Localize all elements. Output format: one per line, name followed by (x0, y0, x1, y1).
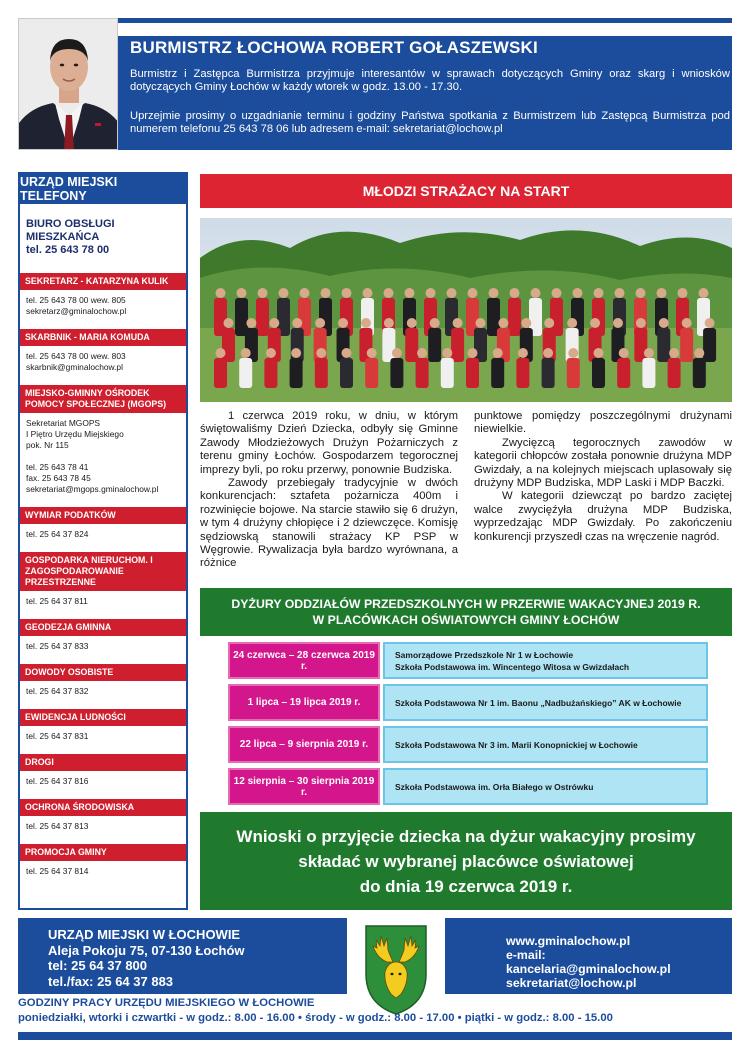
photo-person-head (316, 348, 326, 358)
email-label: e-mail: (506, 948, 546, 962)
schedule-row (228, 726, 708, 763)
sidebar-section-text: tel. 25 64 37 833 (26, 641, 89, 651)
photo-person-head (246, 318, 256, 328)
photo-person (693, 358, 706, 388)
duty-heading-line-2: W PLACÓWKACH OŚWIATOWYCH GMINY ŁOCHÓW (312, 613, 620, 627)
sidebar-section-label: PROMOCJA GMINY (20, 844, 186, 861)
photo-person (516, 358, 529, 388)
contact-block (506, 934, 671, 990)
photo-person-head (384, 318, 394, 328)
sidebar-section-text: Sekretariat MGOPS I Piętro Urzędu Miejskiego pok. Nr 115 tel. 25 643 78 41 fax. 25 643 78 45 sekretariat@mgops.gminalochow.pl (26, 418, 159, 494)
photo-person-head (447, 288, 457, 298)
email-link-sekretariat[interactable]: sekretariat@lochow.pl (506, 976, 637, 990)
sidebar-section-text: tel. 25 64 37 832 (26, 686, 89, 696)
hours-text: poniedziałki, wtorki i czwartki - w godz.: 8.00 - 16.00 • środy - w godz.: 8.00 - 17.00 • piątki - w godz.: 8.00 - 15.00 (18, 1012, 613, 1024)
photo-person-head (342, 348, 352, 358)
sidebar-section-text: tel. 25 64 37 816 (26, 776, 89, 786)
sidebar-section-text: tel. 25 64 37 814 (26, 866, 89, 876)
page-title: BURMISTRZ ŁOCHOWA ROBERT GOŁASZEWSKI (130, 38, 538, 57)
photo-person-head (269, 318, 279, 328)
website-link[interactable]: www.gminalochow.pl (506, 934, 631, 948)
sidebar-section-label: GEODEZJA GMINNA (20, 619, 186, 636)
photo-person-head (442, 348, 452, 358)
sidebar-section-label: GOSPODARKA NIERUCHOM. I ZAGOSPODAROWANIE PRZESTRZENNE (20, 552, 186, 591)
schedule-place (383, 642, 708, 679)
photo-person (451, 328, 464, 362)
photo-person-head (342, 288, 352, 298)
sidebar-section-text: tel. 25 643 78 00 wew. 803 skarbnik@gminalochow.pl (26, 351, 126, 372)
photo-person (668, 358, 681, 388)
schedule-place-line: Szkoła Podstawowa Nr 1 im. Baonu „Nadbużańskiego” AK w Łochowie (395, 697, 682, 708)
photo-person-head (552, 288, 562, 298)
schedule-place (383, 726, 708, 763)
photo-person (390, 358, 403, 388)
photo-person-head (392, 348, 402, 358)
header-paragraph-2: Uprzejmie prosimy o uzgadnianie terminu i godziny Państwa spotkania z Burmistrzem lub Zastępcą Burmistrza pod numerem telefonu 25 643 78 06 lub adresem e-mail: sekretariat@lochow.pl (130, 110, 730, 135)
mayor-header (18, 18, 732, 150)
photo-person-head (468, 348, 478, 358)
schedule-date: 22 lipca – 9 sierpnia 2019 r. (228, 726, 380, 763)
sidebar-section-text: tel. 25 643 78 00 wew. 805 sekretarz@gminalochow.pl (26, 295, 127, 316)
photo-person-head (300, 288, 310, 298)
sidebar-biuro (20, 204, 186, 261)
photo-person-head (594, 348, 604, 358)
photo-person (474, 328, 487, 362)
photo-person (416, 358, 429, 388)
photo-person-head (493, 348, 503, 358)
mayor-portrait (18, 18, 118, 150)
notice-line-1: Wnioski o przyjęcie dziecka na dyżur wakacyjny prosimy (236, 827, 696, 846)
photo-person (290, 358, 303, 388)
schedule-place-line: Szkoła Podstawowa im. Wincentego Witosa w Gwizdałach (395, 661, 630, 672)
photo-person-head (384, 288, 394, 298)
photo-person (428, 328, 441, 362)
schedule-row (228, 768, 708, 805)
sidebar-section-text: tel. 25 64 37 811 (26, 596, 88, 606)
photo-person (382, 328, 395, 362)
photo-person (340, 358, 353, 388)
sidebar-title: URZĄD MIEJSKI TELEFONY (20, 174, 186, 204)
sidebar-section-label: MIEJSKO-GMINNY OŚRODEK POMOCY SPOŁECZNEJ (MGOPS) (20, 385, 186, 413)
email-link-kancelaria[interactable]: kancelaria@gminalochow.pl (506, 962, 671, 976)
biuro-label: BIURO OBSŁUGI MIESZKAŃCA (26, 218, 115, 243)
photo-person-head (476, 318, 486, 328)
sidebar-section-text: tel. 25 64 37 813 (26, 821, 89, 831)
photo-person-head (363, 288, 373, 298)
schedule-place-line: Samorządowe Przedszkole Nr 1 w Łochowie (395, 649, 574, 660)
schedule-place (383, 768, 708, 805)
photo-person (642, 358, 655, 388)
biuro-phone: tel. 25 643 78 00 (26, 244, 110, 256)
photo-person (466, 358, 479, 388)
photo-person-head (258, 288, 268, 298)
article-paragraph: 1 czerwca 2019 roku, w dniu, w którym świętowaliśmy Dzień Dziecka, odbyły się Gminne Zawody Młodzieżowych Drużyn Pożarniczych z terenu gminy Łochów. Gospodarzem tegorocznej imprezy byli, po roku przerwy, ponownie Budziska. (200, 410, 458, 476)
photo-person-head (636, 318, 646, 328)
photo-person (703, 328, 716, 362)
photo-person-head (518, 348, 528, 358)
photo-person (508, 298, 521, 336)
schedule-place (383, 684, 708, 721)
notice-line-2: składać w wybranej placówce oświatowej (298, 852, 634, 871)
duty-heading-line-1: DYŻURY ODDZIAŁÓW PRZEDSZKOLNYCH W PRZERWIE WAKACYJNEJ 2019 R. (231, 597, 701, 611)
photo-person-head (426, 288, 436, 298)
photo-person-head (338, 318, 348, 328)
photo-person-head (216, 288, 226, 298)
photo-person-head (405, 288, 415, 298)
photo-person-head (510, 288, 520, 298)
phone-sidebar (18, 172, 188, 910)
photo-person-head (543, 348, 553, 358)
photo-person (542, 358, 555, 388)
photo-person (634, 328, 647, 362)
photo-person-head (657, 288, 667, 298)
photo-person-head (521, 318, 531, 328)
photo-person (239, 358, 252, 388)
photo-person-head (292, 318, 302, 328)
sidebar-section-text: tel. 25 64 37 824 (26, 529, 89, 539)
photo-person (657, 328, 670, 362)
photo-person-head (531, 288, 541, 298)
article-paragraph: W kategorii dziewcząt po bardzo zaciętej walce zwycięźyła drużyna MDP Budziska, wyprzedzając MDP Gwizdały. Po zakończeniu konkurencji przyszedł czas na wręczenie nagród. (474, 490, 732, 543)
photo-person-head (407, 318, 417, 328)
photo-person-head (568, 348, 578, 358)
photo-person-head (699, 288, 709, 298)
schedule-date: 12 sierpnia – 30 sierpnia 2019 r. (228, 768, 380, 805)
photo-person-head (321, 288, 331, 298)
sidebar-section-label: DOWODY OSOBISTE (20, 664, 186, 681)
photo-person (567, 358, 580, 388)
firefighters-photo (200, 218, 732, 402)
sidebar-section-label: SKARBNIK - MARIA KOMUDA (20, 329, 186, 346)
header-paragraph-1: Burmistrz i Zastępca Burmistrza przyjmuje interesantów w sprawach dotyczących Gminy oraz skarg i wniosków dotyczących Gminy Łochów w każdy wtorek w godz. 13.00 - 17.30. (130, 68, 730, 93)
photo-person (214, 358, 227, 388)
office-hours (18, 997, 732, 1024)
photo-person-head (468, 288, 478, 298)
photo-person (315, 358, 328, 388)
photo-person-head (498, 318, 508, 328)
photo-person-head (241, 348, 251, 358)
photo-person-head (544, 318, 554, 328)
photo-person-head (567, 318, 577, 328)
article-column-2 (474, 410, 732, 544)
photo-person-head (573, 288, 583, 298)
photo-person-head (594, 288, 604, 298)
photo-person-head (266, 348, 276, 358)
schedule-place-line: Szkoła Podstawowa Nr 3 im. Marii Konopnickiej w Łochowie (395, 739, 638, 750)
article-paragraph: Zawody przebiegały tradycyjnie w dwóch konkurencjach: sztafeta pożarnicza 400m i rozwinięcie bojowe. Na starcie stawiło się 6 drużyn, w tym 4 drużyny chłopięce i 2 dziewczęce. Komisję sędziowską stanowili strażacy KP PSP w Węgrowie. Rywalizacja była bardzo wyrównana, a różnice (200, 477, 458, 570)
sidebar-section-label: SEKRETARZ - KATARZYNA KULIK (20, 273, 186, 290)
photo-person-head (694, 348, 704, 358)
duty-heading (200, 588, 732, 636)
photo-person-head (705, 318, 715, 328)
photo-person (405, 328, 418, 362)
sidebar-section-label: EWIDENCJA LUDNOŚCI (20, 709, 186, 726)
sidebar-sections (20, 273, 186, 877)
photo-person-head (279, 288, 289, 298)
photo-person-head (216, 348, 226, 358)
photo-person-head (489, 288, 499, 298)
photo-person-head (430, 318, 440, 328)
photo-person-head (315, 318, 325, 328)
bottom-bar (18, 1032, 732, 1040)
photo-person (264, 358, 277, 388)
photo-person-head (619, 348, 629, 358)
application-notice (200, 812, 732, 910)
photo-person (680, 328, 693, 362)
photo-person-head (237, 288, 247, 298)
schedule-row (228, 642, 708, 679)
photo-person (256, 298, 269, 336)
photo-person-head (669, 348, 679, 358)
sidebar-section-label: DROGI (20, 754, 186, 771)
notice-line-3: do dnia 19 czerwca 2019 r. (359, 877, 573, 896)
photo-person-head (590, 318, 600, 328)
photo-person (592, 358, 605, 388)
duty-schedule (200, 636, 732, 812)
hours-title: GODZINY PRACY URZĘDU MIEJSKIEGO W ŁOCHOWIE (18, 997, 315, 1009)
photo-person-head (361, 318, 371, 328)
photo-person-head (644, 348, 654, 358)
article-paragraph: Zwycięzcą tegorocznych zawodów w kategorii chłopców została ponownie drużyna MDP Gwizdały, a na kolejnych miejscach uplasowały się drużyny MDP Budziska, MDP Laski i MDP Baczki. (474, 436, 732, 490)
office-address: URZĄD MIEJSKI W ŁOCHOWIE Aleja Pokoju 75, 07-130 Łochów tel: 25 64 37 800 tel./fax: 25 64 37 883 (48, 927, 245, 989)
photo-person (222, 328, 235, 362)
sidebar-section-label: OCHRONA ŚRODOWISKA (20, 799, 186, 816)
photo-person-head (678, 288, 688, 298)
photo-person (365, 358, 378, 388)
schedule-date: 1 lipca – 19 lipca 2019 r. (228, 684, 380, 721)
photo-person-head (659, 318, 669, 328)
photo-person-head (224, 318, 234, 328)
sidebar-section-label: WYMIAR PODATKÓW (20, 507, 186, 524)
photo-person-head (636, 288, 646, 298)
article-column-1 (200, 410, 458, 571)
photo-person-head (417, 348, 427, 358)
photo-person-head (453, 318, 463, 328)
photo-person-head (615, 288, 625, 298)
photo-person-head (682, 318, 692, 328)
photo-person (491, 358, 504, 388)
photo-person-head (613, 318, 623, 328)
schedule-row (228, 684, 708, 721)
schedule-date: 24 czerwca – 28 czerwca 2019 r. (228, 642, 380, 679)
sidebar-section-text: tel. 25 64 37 831 (26, 731, 89, 741)
photo-person-head (291, 348, 301, 358)
article-paragraph: punktowe pomiędzy poszczególnymi drużynami niewielkie. (474, 410, 732, 436)
article-title: MŁODZI STRAŻACY NA START (200, 174, 732, 208)
photo-person (441, 358, 454, 388)
photo-person (617, 358, 630, 388)
schedule-place-line: Szkoła Podstawowa im. Orła Białego w Ostrówku (395, 781, 594, 792)
header-top-bar (118, 18, 732, 23)
photo-person-head (367, 348, 377, 358)
